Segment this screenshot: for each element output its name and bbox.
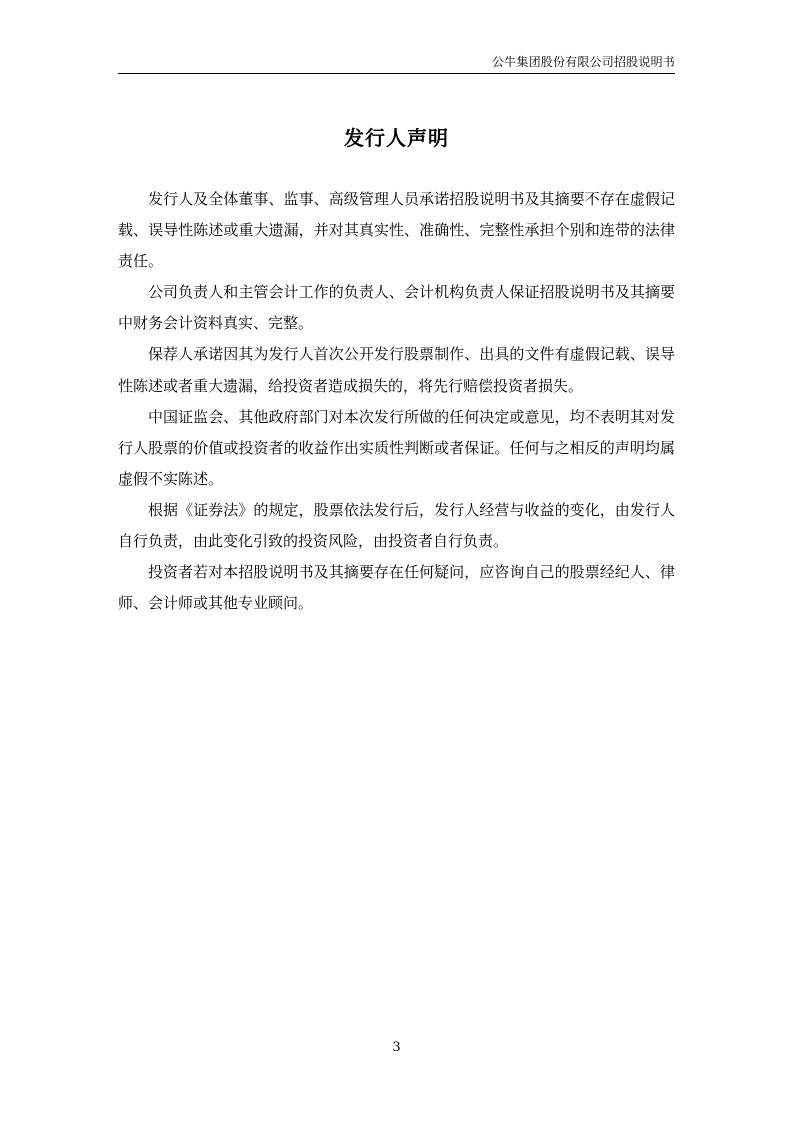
statement-paragraph: 发行人及全体董事、监事、高级管理人员承诺招股说明书及其摘要不存在虚假记载、误导性陈述或重大遗漏，并对其真实性、准确性、完整性承担个别和连带的法律责任。 — [118, 190, 675, 271]
header-divider — [118, 73, 675, 74]
statement-paragraph: 中国证监会、其他政府部门对本次发行所做的任何决定或意见，均不表明其对发行人股票的价值或投资者的收益作出实质性判断或者保证。任何与之相反的声明均属虚假不实陈述。 — [118, 407, 675, 488]
page-title: 发行人声明 — [344, 126, 449, 150]
statement-body — [118, 184, 675, 619]
page-number: 3 — [392, 1040, 401, 1055]
statement-paragraph: 公司负责人和主管会计工作的负责人、会计机构负责人保证招股说明书及其摘要中财务会计资料真实、完整。 — [118, 283, 675, 333]
statement-paragraph: 根据《证券法》的规定，股票依法发行后，发行人经营与收益的变化，由发行人自行负责，由此变化引致的投资风险，由投资者自行负责。 — [118, 500, 675, 551]
statement-paragraph: 保荐人承诺因其为发行人首次公开发行股票制作、出具的文件有虚假记载、误导性陈述或者重大遗漏，给投资者造成损失的，将先行赔偿投资者损失。 — [118, 345, 675, 395]
statement-paragraph: 投资者若对本招股说明书及其摘要存在任何疑问，应咨询自己的股票经纪人、律师、会计师或其他专业顾问。 — [118, 563, 675, 613]
running-header: 公牛集团股份有限公司招股说明书 — [491, 55, 675, 69]
